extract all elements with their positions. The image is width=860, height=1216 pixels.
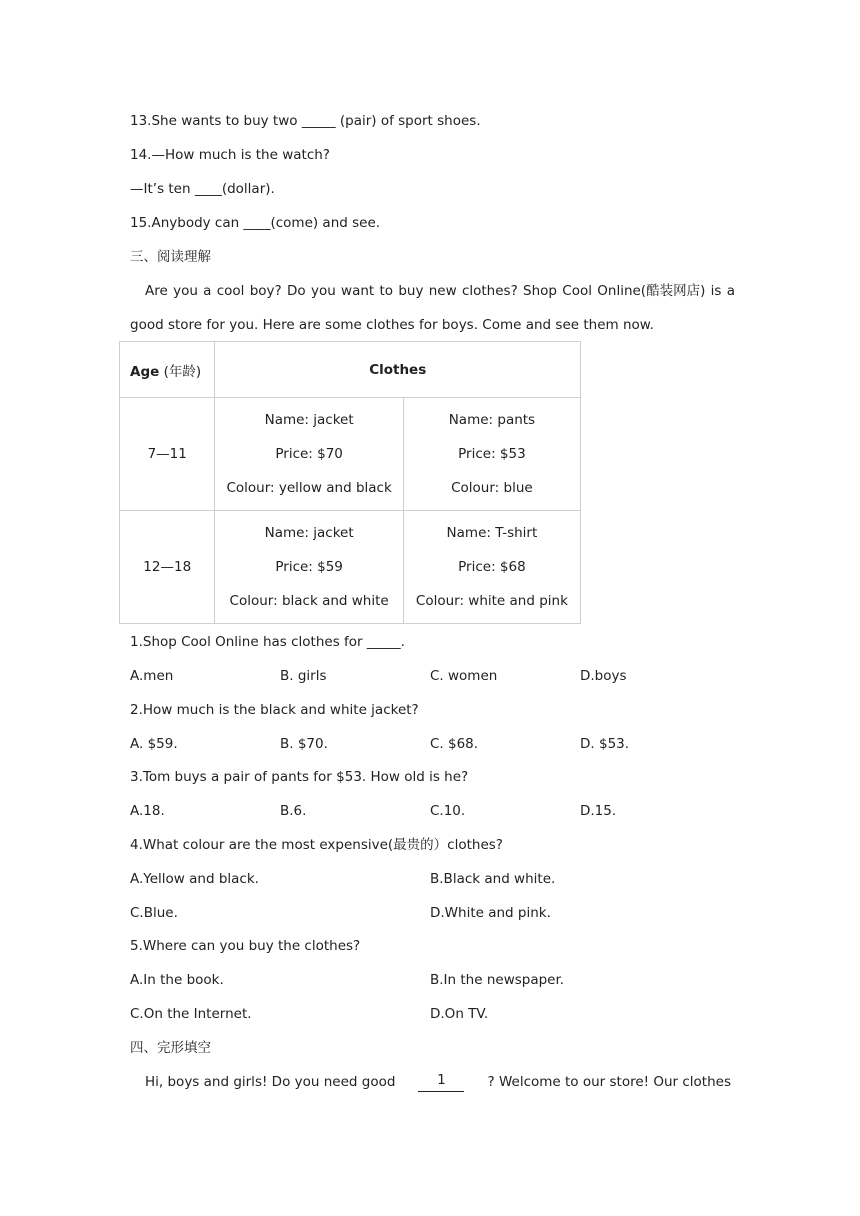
clothes-table: [119, 341, 581, 624]
item-colour: Colour: yellow and black: [226, 480, 392, 496]
table-row: [120, 398, 581, 511]
question-13: 13.She wants to buy two _____ (pair) of sport shoes.: [130, 113, 481, 129]
reading-intro-line-2: good store for you. Here are some clothes for boys. Come and see them now.: [130, 317, 654, 333]
question-15: 15.Anybody can ____(come) and see.: [130, 215, 381, 231]
clothes-item-cell: [403, 398, 580, 511]
item-name: Name: T-shirt: [446, 525, 538, 541]
item-colour: Colour: blue: [451, 480, 533, 496]
item-name: Name: jacket: [264, 525, 354, 541]
option-a: A.In the book.: [130, 972, 224, 988]
clothes-item-cell: [403, 511, 580, 624]
section-4-heading: 四、完形填空: [130, 1040, 211, 1056]
option-a: A.Yellow and black.: [130, 871, 259, 887]
option-b: B.6.: [280, 803, 307, 819]
option-b: B.In the newspaper.: [430, 972, 565, 988]
age-cell: 7—11: [120, 398, 215, 511]
table-row: [120, 511, 581, 624]
item-colour: Colour: white and pink: [415, 593, 568, 609]
age-header-cn: (年龄): [159, 363, 202, 380]
item-price: Price: $70: [275, 446, 343, 462]
item-name: Name: jacket: [264, 412, 354, 428]
item-name: Name: pants: [448, 412, 536, 428]
option-b: B. $70.: [280, 736, 328, 752]
option-d: D. $53.: [580, 736, 630, 752]
cloze-text-after: ? Welcome to our store! Our clothes: [487, 1074, 731, 1090]
item-price: Price: $68: [458, 559, 526, 575]
clothes-header: Clothes: [215, 342, 581, 398]
cloze-blank-1: 1: [418, 1072, 464, 1092]
reading-question-2: 2.How much is the black and white jacket?: [130, 702, 419, 718]
option-c: C.On the Internet.: [130, 1006, 252, 1022]
option-a: A.men: [130, 668, 174, 684]
reading-question-1: 1.Shop Cool Online has clothes for _____.: [130, 634, 405, 650]
reading-intro-line-1: Are you a cool boy? Do you want to buy new clothes? Shop Cool Online(酷装网店) is a: [145, 283, 735, 299]
item-price: Price: $59: [275, 559, 343, 575]
age-header: [120, 342, 215, 398]
reading-question-3: 3.Tom buys a pair of pants for $53. How old is he?: [130, 769, 469, 785]
option-c: C.10.: [430, 803, 466, 819]
clothes-item-cell: [215, 511, 403, 624]
option-c: C.Blue.: [130, 905, 178, 921]
option-d: D.On TV.: [430, 1006, 489, 1022]
clothes-item-cell: [215, 398, 403, 511]
reading-question-5: 5.Where can you buy the clothes?: [130, 938, 361, 954]
option-a: A.18.: [130, 803, 165, 819]
cloze-text-before: Hi, boys and girls! Do you need good: [145, 1074, 396, 1090]
question-14-answer: —It’s ten ____(dollar).: [130, 181, 275, 197]
cloze-first-line: [145, 1072, 731, 1092]
option-c: C. $68.: [430, 736, 479, 752]
item-price: Price: $53: [458, 446, 526, 462]
option-b: B.Black and white.: [430, 871, 556, 887]
age-cell: 12—18: [120, 511, 215, 624]
section-3-heading: 三、阅读理解: [130, 249, 211, 265]
option-b: B. girls: [280, 668, 327, 684]
option-c: C. women: [430, 668, 498, 684]
table-header-row: [120, 342, 581, 398]
reading-question-4: 4.What colour are the most expensive(最贵的）clothes?: [130, 837, 503, 853]
question-14: 14.—How much is the watch?: [130, 147, 330, 163]
option-d: D.15.: [580, 803, 617, 819]
age-header-label: Age: [130, 363, 160, 380]
option-d: D.boys: [580, 668, 627, 684]
option-a: A. $59.: [130, 736, 178, 752]
item-colour: Colour: black and white: [229, 593, 389, 609]
option-d: D.White and pink.: [430, 905, 551, 921]
